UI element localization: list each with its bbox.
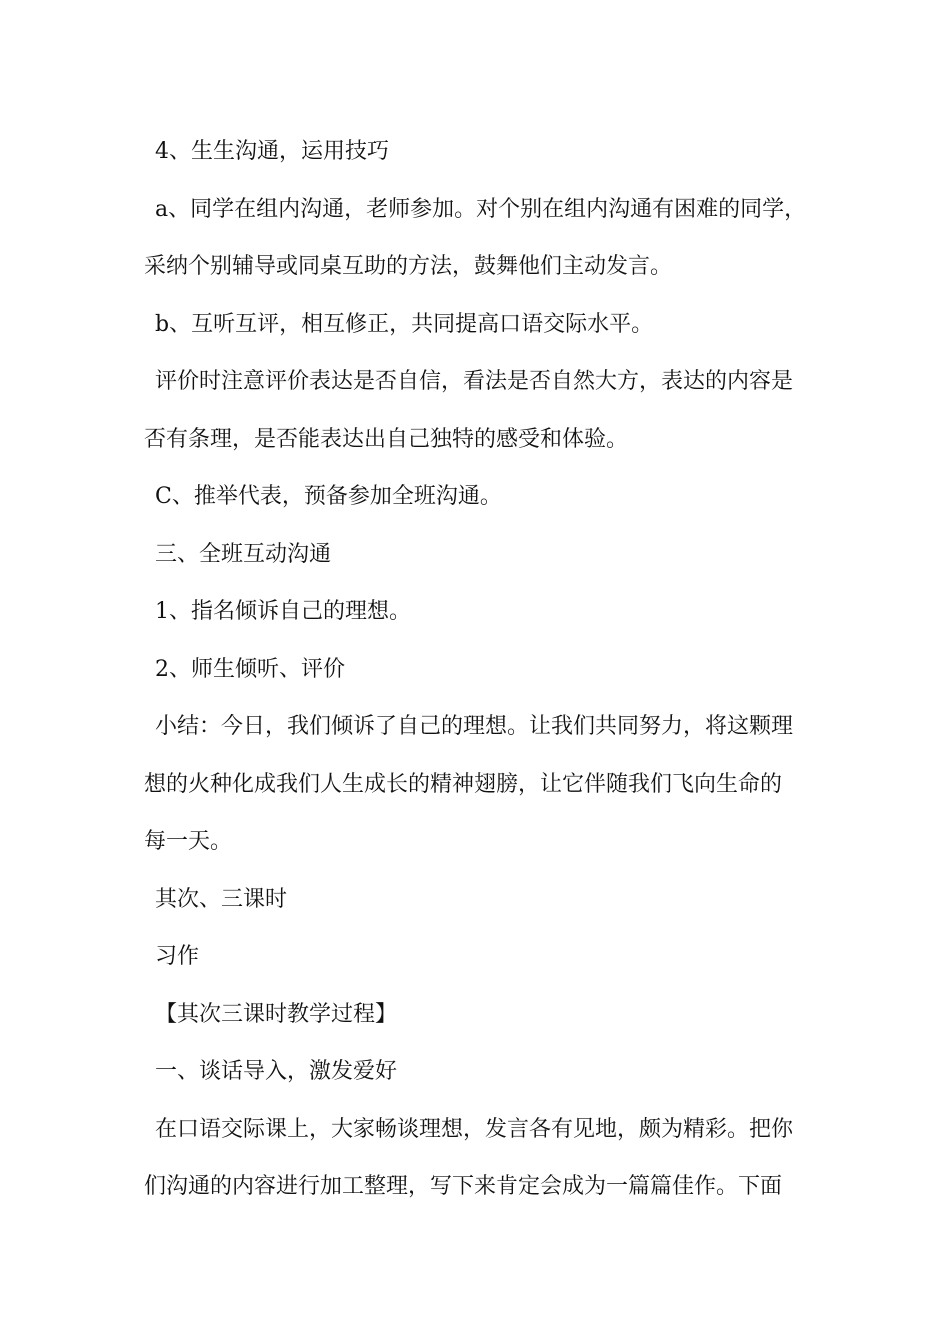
document-body — [144, 123, 824, 1216]
paragraph-line: 2、师生倾听、评价 — [155, 656, 345, 682]
paragraph-line: 想的火种化成我们人生成长的精神翅膀，让它伴随我们飞向生命的 — [144, 771, 783, 797]
paragraph-line: 小结：今日，我们倾诉了自己的理想。让我们共同努力，将这颗理 — [155, 714, 794, 739]
paragraph-line: 采纳个别辅导或同桌互助的方法，鼓舞他们主动发言。 — [144, 254, 673, 279]
section-heading: 一、谈话导入，激发爱好 — [155, 1059, 398, 1084]
section-heading: 【其次三课时教学过程】 — [155, 1001, 398, 1027]
paragraph-line: 评价时注意评价表达是否自信，看法是否自然大方，表达的内容是 — [155, 369, 794, 394]
section-heading: 其次、三课时 — [155, 886, 288, 912]
paragraph-line: b、互听互评，相互修正，共同提高口语交际水平。 — [155, 311, 654, 337]
paragraph-line: 4、生生沟通，运用技巧 — [155, 139, 389, 164]
section-heading: 三、全班互动沟通 — [155, 541, 332, 567]
paragraph-line: 们沟通的内容进行加工整理，写下来肯定会成为一篇篇佳作。下面 — [144, 1174, 783, 1199]
paragraph-line: 1、指名倾诉自己的理想。 — [155, 599, 411, 624]
paragraph-line: 在口语交际课上，大家畅谈理想，发言各有见地，颇为精彩。把你 — [155, 1116, 794, 1142]
paragraph-line: a、同学在组内沟通，老师参加。对个别在组内沟通有困难的同学， — [155, 196, 807, 222]
paragraph-line: 否有条理，是否能表达出自己独特的感受和体验。 — [144, 426, 629, 452]
paragraph-line: 每一天。 — [144, 829, 233, 854]
section-heading: 习作 — [155, 944, 200, 969]
paragraph-line: C、推举代表，预备参加全班沟通。 — [155, 484, 502, 509]
